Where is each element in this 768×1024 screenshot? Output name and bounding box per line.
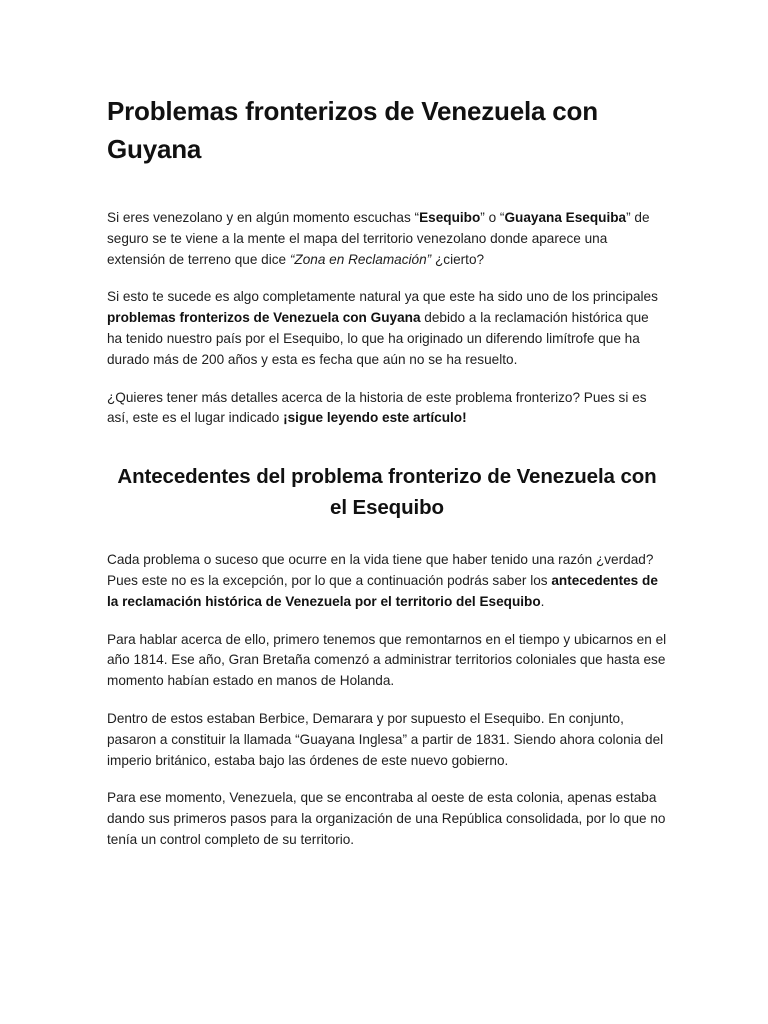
bold-keyphrase: problemas fronterizos de Venezuela con Guyana xyxy=(107,310,421,326)
bold-term-esequibo: Esequibo xyxy=(419,210,481,225)
text-run: ¿Quieres tener más detalles acerca de la historia de este problema fronterizo? Pues si es así, este es el lugar indicado xyxy=(107,389,647,426)
intro-paragraph-1 xyxy=(107,208,667,270)
section-heading: Antecedentes del problema fronterizo de Venezuela con el Esequibo xyxy=(117,465,657,520)
section-paragraph-2: Para hablar acerca de ello, primero tenemos que remontarnos en el tiempo y ubicarnos en el año 1814. Ese año, Gran Bretaña comenzó a administrar territorios coloniales que hasta ese momento habían estado en manos de Holanda. xyxy=(107,631,667,689)
text-run: Cada problema o suceso que ocurre en la vida tiene que haber tenido una razón ¿verdad? Pues este no es la excepción, por lo que a continuación podrás saber los xyxy=(107,552,654,588)
italic-quote: “Zona en Reclamación” xyxy=(289,251,432,267)
text-run: . xyxy=(540,593,545,609)
bold-keyphrase: antecedentes de la reclamación histórica de Venezuela por el territorio del Esequibo xyxy=(107,572,658,609)
text-run: ¿cierto? xyxy=(431,251,485,267)
text-run: ” o “ xyxy=(480,210,505,225)
bold-call-to-action: ¡sigue leyendo este artículo! xyxy=(283,410,467,426)
intro-paragraph-3 xyxy=(107,388,667,430)
section-paragraph-4: Para ese momento, Venezuela, que se encontraba al oeste de esta colonia, apenas estaba dando sus primeros pasos para la organización de una República consolidada, por lo que no tenía un control completo de su territorio. xyxy=(107,790,666,847)
bold-term-guayana-esequiba: Guayana Esequiba xyxy=(504,210,627,225)
section-paragraph-1 xyxy=(107,550,667,612)
text-run: ” de seguro se te viene a la mente el mapa del territorio venezolano donde aparece una extensión de terreno que dice xyxy=(107,210,650,267)
page-title: Problemas fronterizos de Venezuela con Guyana xyxy=(107,96,598,164)
article-body xyxy=(107,92,667,868)
text-run: debido a la reclamación histórica que ha tenido nuestro país por el Esequibo, lo que ha originado un diferendo limítrofe que ha durado más de 200 años y esta es fecha que aún no se ha resuelto. xyxy=(107,310,649,367)
text-run: Si eres venezolano y en algún momento escuchas “ xyxy=(107,210,420,225)
intro-paragraph-2 xyxy=(107,287,667,370)
text-run: Si esto te sucede es algo completamente natural ya que este ha sido uno de los principales xyxy=(107,289,658,305)
section-paragraph-3: Dentro de estos estaban Berbice, Demarara y por supuesto el Esequibo. En conjunto, pasaron a constituir la llamada “Guayana Inglesa” a partir de 1831. Siendo ahora colonia del imperio británico, estaba bajo las órdenes de este nuevo gobierno. xyxy=(107,710,664,768)
